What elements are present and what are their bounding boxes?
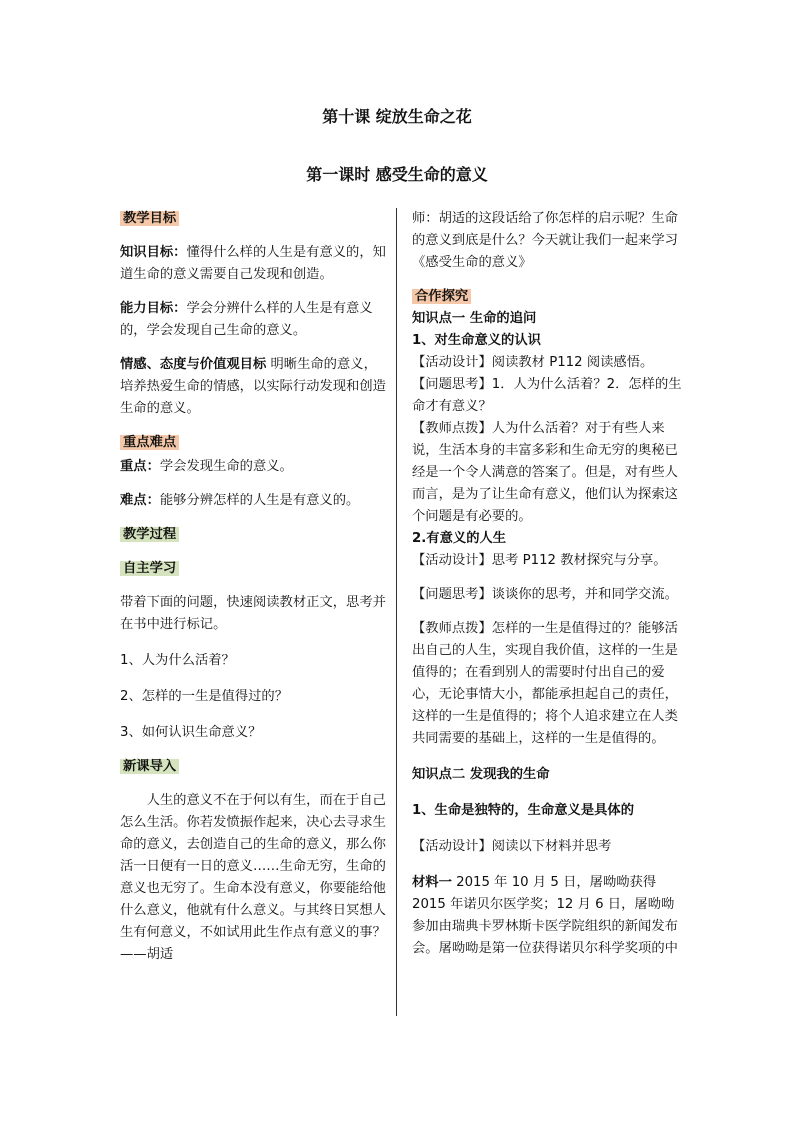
difficulty-point: 难点：能够分辨怎样的人生是有意义的。 — [120, 493, 360, 508]
knowledge-point-1: 知识点一 生命的追问 — [412, 311, 537, 326]
activity-design-2: 【活动设计】思考 P112 教材探究与分享。 — [412, 553, 667, 568]
teacher-tip-1: 【教师点拨】人为什么活着？对于有些人来说，生活本身的丰富多彩和生命无穷的奥秘已经是一个令人满意的答案了。但是，对有些人而言，是为了让生命有意义，他们认为探索这个问题是有必要的。 — [412, 421, 678, 524]
column-divider — [396, 208, 397, 1016]
question-2: 2、怎样的一生是值得过的？ — [120, 689, 289, 704]
ability-goal: 能力目标：学会分辨什么样的人生是有意义的，学会发现自己生命的意义。 — [120, 301, 373, 338]
subsection-3: 1、生命是独特的，生命意义是具体的 — [412, 803, 635, 818]
heading-self-study: 自主学习 — [120, 561, 179, 576]
self-study-intro: 带着下面的问题，快速阅读教材正文，思考并在书中进行标记。 — [120, 595, 386, 632]
question-1: 1、人为什么活着？ — [120, 653, 235, 668]
quote-author: ——胡适 — [120, 947, 174, 962]
knowledge-point-2: 知识点二 发现我的生命 — [412, 767, 550, 782]
heading-teaching-process: 教学过程 — [120, 527, 179, 542]
heading-key-points: 重点难点 — [120, 435, 179, 450]
hu-shi-quote: 人生的意义不在于何以有生，而在于自己怎么生活。你若发愤振作起来，决心去寻求生命的意义，去创造自己的生命的意义，那么你活一日便有一日的意义……生命无穷，生命的意义也无穷了。生命本没有意义，你要能给他什么意义，他就有什么意义。与其终日冥想人生有何意义，不如试用此生作点有意义的事？ — [120, 793, 386, 940]
activity-design-3: 【活动设计】阅读以下材料并思考 — [412, 839, 612, 854]
left-column — [120, 208, 390, 966]
page-title: 第十课 绽放生命之花 — [322, 107, 472, 126]
knowledge-goal: 知识目标：懂得什么样的人生是有意义的，知道生命的意义需要自己发现和创造。 — [120, 245, 386, 282]
activity-design-1: 【活动设计】阅读教材 P112 阅读感悟。 — [412, 355, 654, 370]
heading-teaching-goals: 教学目标 — [120, 211, 179, 226]
subsection-2: 2.有意义的人生 — [412, 531, 507, 546]
heading-new-lesson: 新课导入 — [120, 759, 179, 774]
page-subtitle: 第一课时 感受生命的意义 — [306, 165, 488, 184]
right-column — [412, 208, 682, 960]
teacher-remark: 师：胡适的这段话给了你怎样的启示呢？生命的意义到底是什么？今天就让我们一起来学习《感受生命的意义》 — [412, 211, 678, 270]
question-3: 3、如何认识生命意义？ — [120, 725, 262, 740]
question-think-1: 【问题思考】1．人为什么活着？2．怎样的生命才有意义？ — [412, 377, 682, 414]
teacher-tip-2: 【教师点拨】怎样的一生是值得过的？能够活出自己的人生，实现自我价值，这样的一生是值得的；在看到别人的需要时付出自己的爱心，无论事情大小，都能承担起自己的责任，这样的一生是值得的；将个人追求建立在人类共同需要的基础上，这样的一生是值得的。 — [412, 621, 678, 746]
subsection-1: 1、对生命意义的认识 — [412, 333, 541, 348]
question-think-2: 【问题思考】谈谈你的思考，并和同学交流。 — [412, 587, 678, 602]
key-point: 重点：学会发现生命的意义。 — [120, 459, 293, 474]
material-1: 材料一 2015 年 10 月 5 日，屠呦呦获得 2015 年诺贝尔医学奖；12 月 6 日，屠呦呦参加由瑞典卡罗林斯卡医学院组织的新闻发布会。屠呦呦是第一位获得诺贝尔科学奖项的中 — [412, 875, 678, 956]
heading-cooperative-inquiry: 合作探究 — [412, 289, 471, 304]
emotion-goal: 情感、态度与价值观目标 明晰生命的意义，培养热爱生命的情感，以实际行动发现和创造生命的意义。 — [120, 357, 386, 416]
